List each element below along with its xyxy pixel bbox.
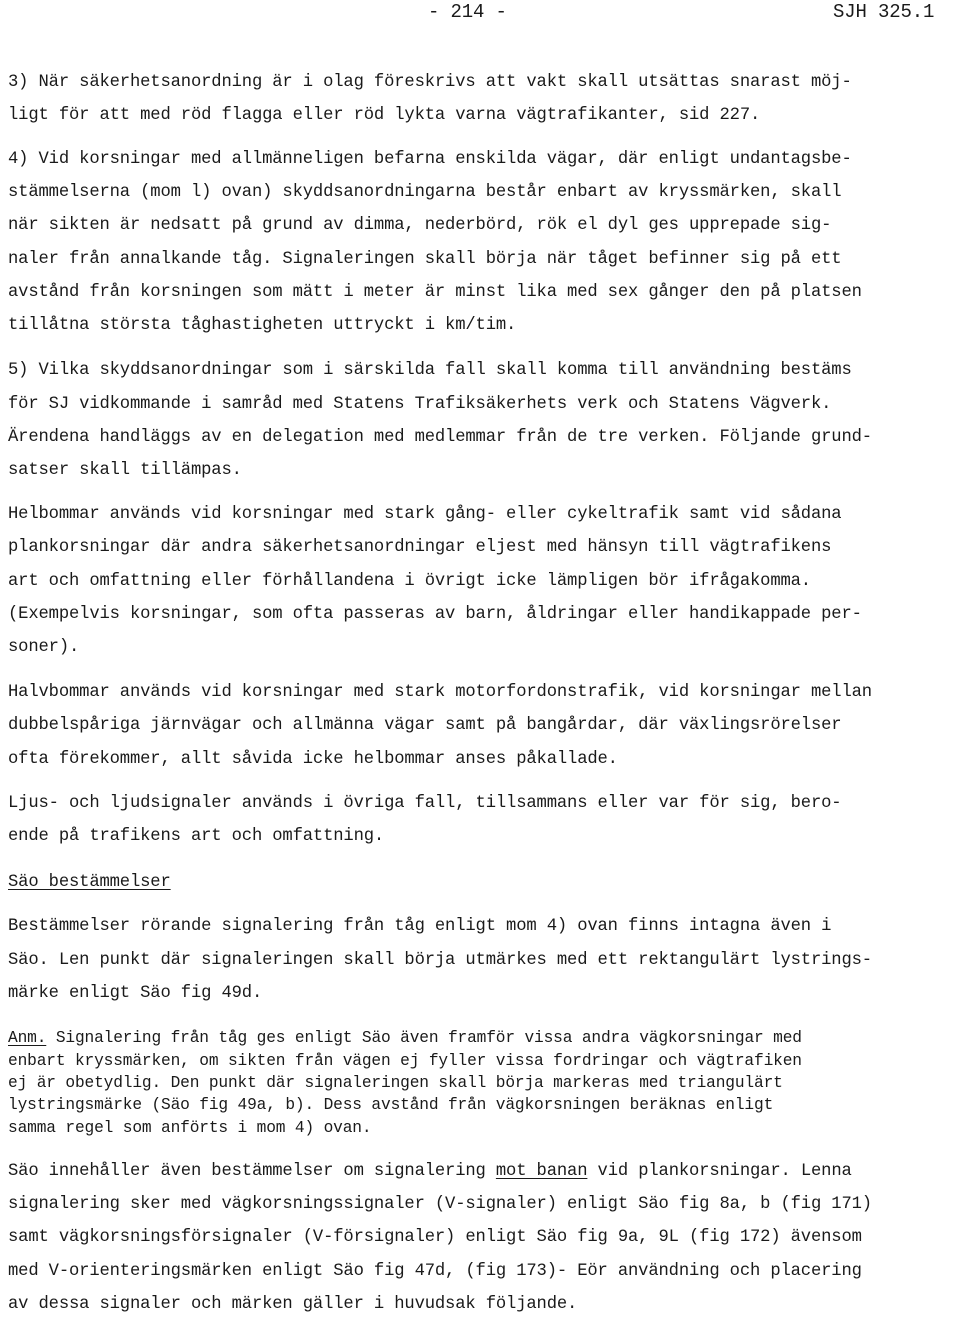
text-line: samma regel som anförts i mom 4) ovan. bbox=[8, 1119, 372, 1137]
text-line bbox=[8, 1029, 802, 1047]
text-line: avstånd från korsningen som mätt i meter är minst lika med sex gånger den på platsen bbox=[8, 283, 862, 302]
text-line: ofta förekommer, allt såvida icke helbommar anses påkallade. bbox=[8, 750, 618, 769]
text-line: märke enligt Säo fig 49d. bbox=[8, 984, 263, 1003]
text-line: tillåtna största tåghastigheten uttryckt i km/tim. bbox=[8, 316, 517, 335]
text-line: 5) Vilka skyddsanordningar som i särskilda fall skall komma till användning bestäms bbox=[8, 361, 852, 380]
text-line: (Exempelvis korsningar, som ofta passeras av barn, åldringar eller handikappade per- bbox=[8, 605, 862, 624]
text-line: ligt för att med röd flagga eller röd lykta varna vägtrafikanter, sid 227. bbox=[8, 106, 761, 125]
text-line: signalering sker med vägkorsningssignaler (V-signaler) enligt Säo fig 8a, b (fig 171) bbox=[8, 1195, 872, 1214]
section-heading: Säo bestämmelser bbox=[8, 873, 171, 892]
underlined-phrase: mot banan bbox=[495, 1162, 588, 1181]
text-line: dubbelspåriga järnvägar och allmänna vägar samt på bangårdar, där växlingsrörelser bbox=[8, 716, 842, 735]
text-line: Halvbommar används vid korsningar med stark motorfordonstrafik, vid korsningar mellan bbox=[8, 683, 872, 702]
text-line: ende på trafikens art och omfattning. bbox=[8, 827, 385, 846]
text-line: naler från annalkande tåg. Signaleringen skall börja när tåget befinner sig på ett bbox=[8, 250, 842, 269]
text-line: Helbommar används vid korsningar med stark gång- eller cykeltrafik samt vid sådana bbox=[8, 505, 842, 524]
text-line: samt vägkorsningsförsignaler (V-försignaler) enligt Säo fig 9a, 9L (fig 172) ävensom bbox=[8, 1228, 862, 1247]
text-line: soner). bbox=[8, 638, 80, 657]
text-line: för SJ vidkommande i samråd med Statens Trafiksäkerhets verk och Statens Vägverk. bbox=[8, 395, 832, 414]
text-line: av dessa signaler och märken gäller i huvudsak följande. bbox=[8, 1295, 578, 1314]
text-line: 4) Vid korsningar med allmänneligen befarna enskilda vägar, där enligt undantagsbe- bbox=[8, 150, 852, 169]
text-line: Ärendena handläggs av en delegation med medlemmar från de tre verken. Följande grund- bbox=[8, 428, 872, 447]
text-segment: vid plankorsningar. Lenna bbox=[587, 1162, 852, 1181]
text-line: Bestämmelser rörande signalering från tåg enligt mom 4) ovan finns intagna även i bbox=[8, 917, 832, 936]
text-line: när sikten är nedsatt på grund av dimma, nederbörd, rök el dyl ges upprepade sig- bbox=[8, 216, 832, 235]
page-number: - 214 - bbox=[428, 1, 507, 23]
text-line: plankorsningar där andra säkerhetsanordningar eljest med hänsyn till vägtrafikens bbox=[8, 538, 832, 557]
document-id: SJH 325.1 bbox=[833, 1, 935, 23]
text-line: 3) När säkerhetsanordning är i olag föreskrivs att vakt skall utsättas snarast möj- bbox=[8, 73, 852, 92]
text-segment: Säo innehåller även bestämmelser om signalering bbox=[8, 1162, 496, 1181]
note-label: Anm. bbox=[8, 1029, 47, 1047]
text-line: satser skall tillämpas. bbox=[8, 461, 242, 480]
note-text: Signalering från tåg ges enligt Säo även framför vissa andra vägkorsningar med bbox=[46, 1029, 802, 1047]
text-line: Ljus- och ljudsignaler används i övriga fall, tillsammans eller var för sig, bero- bbox=[8, 794, 842, 813]
text-line: enbart kryssmärken, om sikten från vägen ej fyller vissa fordringar och vägtrafiken bbox=[8, 1052, 802, 1070]
text-line: ej är obetydlig. Den punkt där signaleringen skall börja markeras med triangulärt bbox=[8, 1074, 783, 1092]
text-line: stämmelserna (mom l) ovan) skyddsanordningarna består enbart av kryssmärken, skall bbox=[8, 183, 842, 202]
text-line: med V-orienteringsmärken enligt Säo fig 47d, (fig 173)- Eör användning och placering bbox=[8, 1262, 862, 1281]
text-line bbox=[8, 1162, 852, 1181]
text-line: art och omfattning eller förhållandena i övrigt icke lämpligen bör ifrågakomma. bbox=[8, 572, 811, 591]
page-header bbox=[0, 0, 960, 30]
text-line: lystringsmärke (Säo fig 49a, b). Dess avstånd från vägkorsningen beräknas enligt bbox=[8, 1096, 774, 1114]
text-line: Säo. Len punkt där signaleringen skall börja utmärkes med ett rektangulärt lystrings- bbox=[8, 951, 872, 970]
